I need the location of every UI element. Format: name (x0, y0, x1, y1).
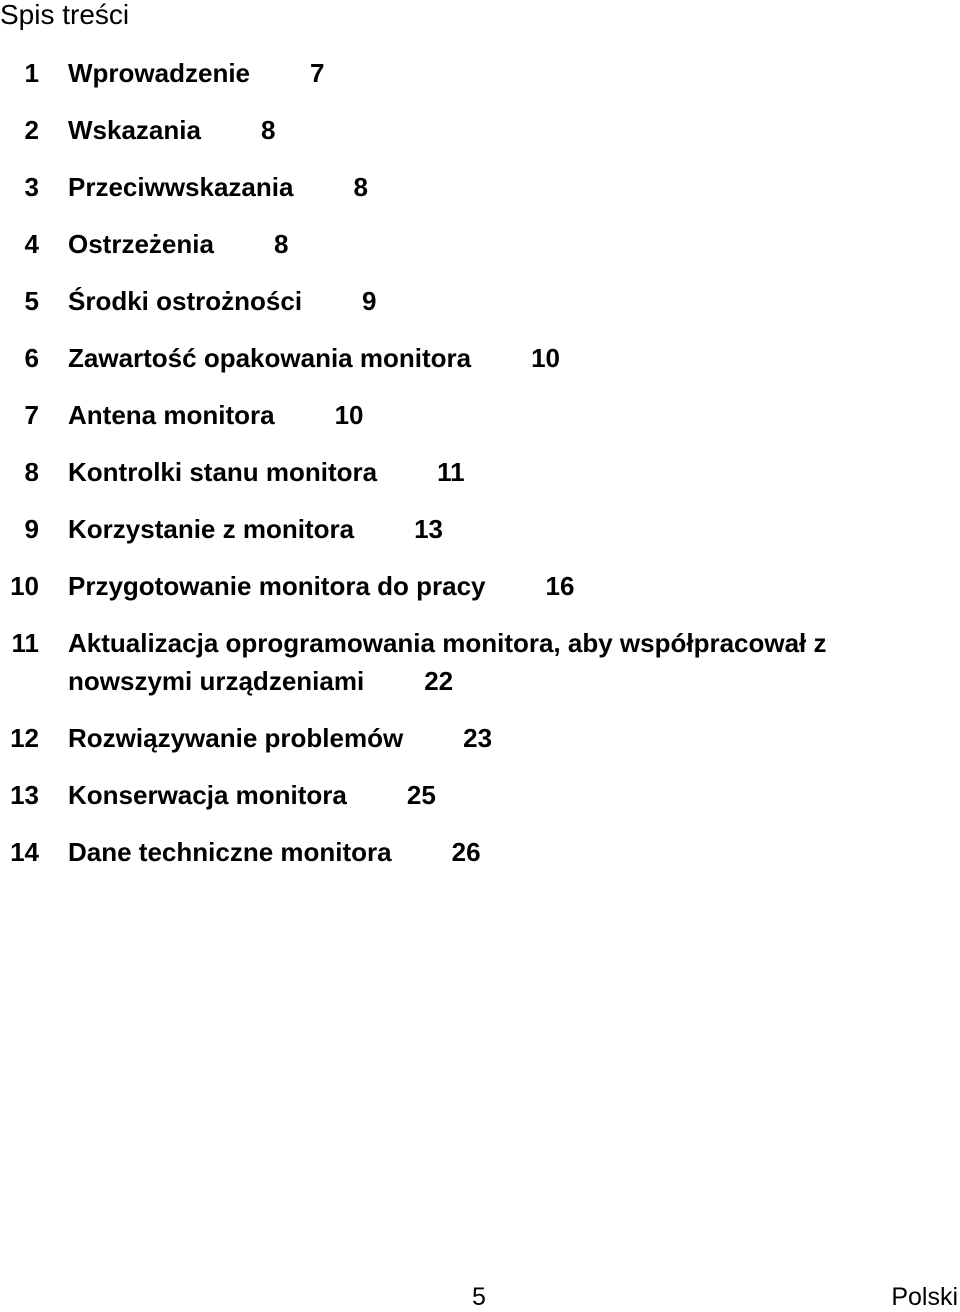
toc-entry-page: 13 (414, 514, 443, 544)
toc-entry-text (68, 833, 960, 871)
toc-entry-title: Korzystanie z monitora (68, 514, 355, 544)
toc-entry[interactable] (0, 833, 960, 871)
toc-entry-text (68, 225, 960, 263)
toc-entry[interactable] (0, 168, 960, 206)
toc-entry-title: Środki ostrożności (68, 286, 303, 316)
toc-entry-number: 6 (24, 343, 39, 373)
toc-entry[interactable] (0, 339, 960, 377)
toc-entry[interactable] (0, 225, 960, 263)
toc-entry-title: Przygotowanie monitora do pracy (68, 571, 486, 601)
toc-title: Spis treści (0, 0, 130, 30)
toc-entry-text (68, 510, 960, 548)
toc-entry-page: 26 (451, 837, 481, 867)
toc-entry-page: 10 (334, 400, 364, 430)
toc-entry[interactable] (0, 567, 960, 605)
toc-entry-page: 22 (424, 666, 454, 696)
toc-list (0, 54, 960, 890)
toc-entry[interactable] (0, 510, 960, 548)
page-number: 5 (472, 1283, 486, 1311)
toc-entry-text (68, 719, 960, 757)
toc-entry-page: 8 (273, 229, 289, 259)
toc-entry-text (68, 111, 960, 149)
toc-entry[interactable] (0, 282, 960, 320)
toc-entry-text (68, 624, 960, 700)
toc-entry[interactable] (0, 396, 960, 434)
toc-entry-page: 10 (531, 343, 561, 373)
toc-entry-page: 8 (260, 115, 276, 145)
toc-entry-number: 7 (24, 400, 39, 430)
toc-entry-number: 4 (24, 229, 39, 259)
toc-entry-number: 10 (10, 571, 39, 601)
toc-entry-title: Kontrolki stanu monitora (68, 457, 378, 487)
toc-entry-number: 13 (10, 780, 39, 810)
toc-entry-page: 16 (545, 571, 575, 601)
toc-entry-text (68, 453, 960, 491)
toc-entry-title: Rozwiązywanie problemów (68, 723, 404, 753)
toc-entry-page: 25 (406, 780, 436, 810)
toc-entry-text (68, 168, 960, 206)
toc-entry-text (68, 282, 960, 320)
toc-entry[interactable] (0, 54, 960, 92)
toc-entry-number: 12 (10, 723, 39, 753)
toc-entry-number: 11 (11, 628, 39, 658)
toc-entry-text (68, 396, 960, 434)
toc-entry-number: 8 (24, 457, 39, 487)
toc-entry-title: Przeciwwskazania (68, 172, 294, 202)
toc-entry-number: 5 (24, 286, 39, 316)
toc-entry-text (68, 776, 960, 814)
toc-entry-text (68, 339, 960, 377)
toc-entry-number: 3 (24, 172, 39, 202)
toc-entry[interactable] (0, 453, 960, 491)
toc-entry-title: Zawartość opakowania monitora (68, 343, 472, 373)
toc-entry-number: 9 (24, 514, 39, 544)
toc-entry-page: 9 (362, 286, 377, 316)
toc-entry-title: Wprowadzenie (68, 58, 251, 88)
toc-entry-title: Aktualizacja oprogramowania monitora, aby współpracował z nowszymi urządzeniami (68, 628, 827, 696)
toc-entry-page: 23 (463, 723, 493, 753)
toc-entry-number: 14 (10, 837, 39, 867)
toc-entry[interactable] (0, 776, 960, 814)
toc-entry-text (68, 54, 960, 92)
toc-entry-title: Wskazania (68, 115, 201, 145)
toc-entry[interactable] (0, 719, 960, 757)
toc-entry-number: 1 (24, 58, 39, 88)
toc-entry-title: Konserwacja monitora (68, 780, 347, 810)
toc-entry-page: 7 (310, 58, 325, 88)
toc-entry-page: 11 (437, 457, 465, 487)
page-footer (0, 1282, 960, 1312)
toc-entry[interactable] (0, 111, 960, 149)
toc-entry-text (68, 567, 960, 605)
toc-entry-number: 2 (24, 115, 39, 145)
page-language: Polski (891, 1283, 958, 1311)
toc-entry-title: Dane techniczne monitora (68, 837, 392, 867)
toc-entry-page: 8 (353, 172, 368, 202)
toc-entry-title: Antena monitora (68, 400, 275, 430)
toc-entry[interactable] (0, 624, 960, 700)
toc-entry-title: Ostrzeżenia (68, 229, 214, 259)
